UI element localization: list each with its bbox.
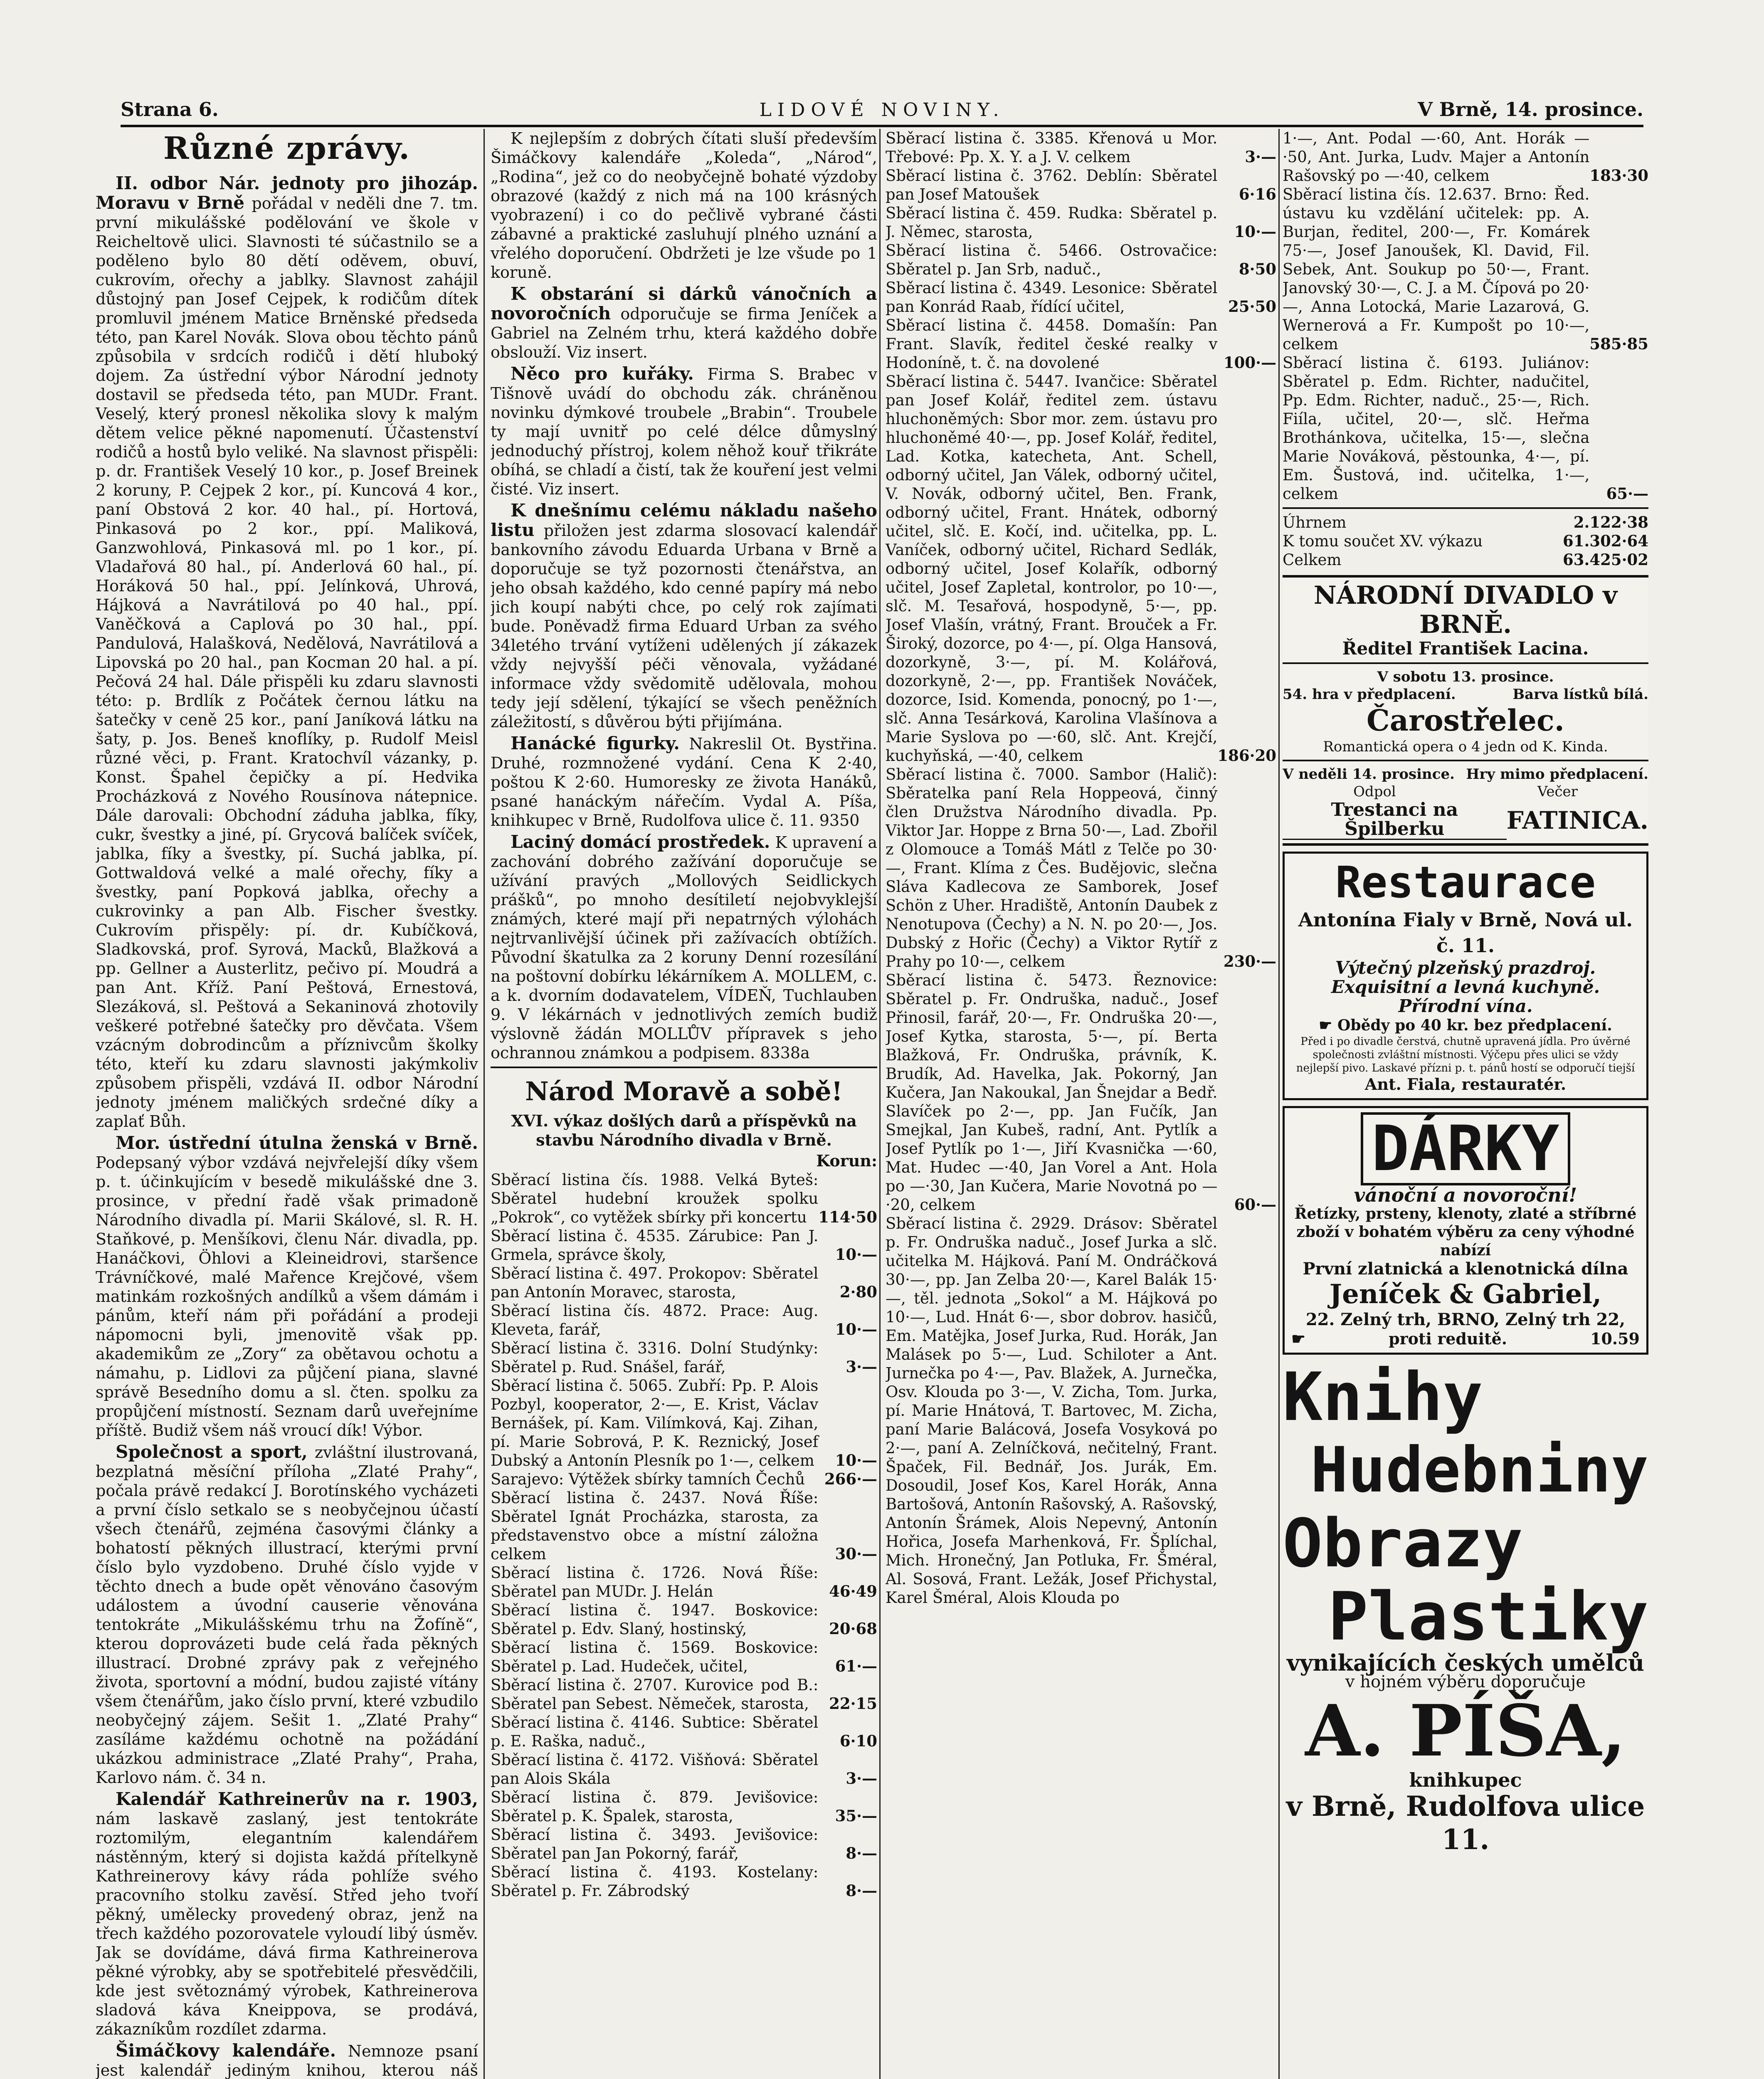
sunday-times [1283, 783, 1648, 800]
news-paragraph [96, 174, 478, 1131]
column-4 [1283, 129, 1648, 2079]
gifts-title: DÁRKY [1361, 1112, 1570, 1185]
total-row [1283, 513, 1648, 532]
bookseller-role: knihkupec [1409, 1769, 1522, 1791]
news-paragraph [96, 1133, 478, 1440]
column-rule [879, 129, 881, 2079]
ledger-entry: Celkem [1283, 551, 1342, 569]
ledger-amount: 8·50 [1239, 260, 1276, 278]
opera-title: Čarostřelec. [1367, 703, 1564, 738]
ledger-amount: 6·10 [839, 1732, 877, 1750]
ledger-amount: 2·80 [839, 1283, 877, 1301]
sunday-date: V neděli 14. prosince. [1283, 766, 1455, 783]
ledger-amount: 8·— [846, 1844, 877, 1862]
ledger-amount: 61.302·64 [1563, 532, 1648, 550]
sculptures-word: Plastiky [1328, 1578, 1648, 1655]
gifts-shop-name: Jeníček & Gabriel, [1329, 1279, 1602, 1310]
ledger-row [886, 316, 1276, 372]
gifts-list: Řetízky, prsteny, klenoty, zlaté a stříbrné zboží v bohatém výběru za ceny výhodné nabízí [1294, 1205, 1637, 1259]
ledger-entry: Sběrací listina č. 5447. Ivančice: Sběratel pan Josef Kolář, ředitel zem. ústavu hluchoněmých: Sbor mor. zem. ústavu pro hluchoněmé 40·—, pp. Josef Kolář, ředitel, Lad. Kotka, katecheta, Ant. Schell, odborný učitel, Jan Válek, odborný učitel, V. Novák, odborný učitel, Ben. Frank, odborný učitel, Frant. Hnátek, odborný učitel, slč. E. Kočí, ind. učitelka, pp. L. Vaníček, odborný učitel, Richard Sedlák, odborný učitel, Josef Kolařík, odborný učitel, Josef Zapletal, kontrolor, po 10·—, slč. M. Tesařová, hospodyně, 5·—, pp. Josef Vlašín, vrátný, Frant. Brouček a Fr. Široký, dozorce, po 4·—, pí. Olga Hansová, dozorkyně, 3·—, pí. M. Kolářová, dozorkyně, 2·—, pp. František Nováček, dozorce, Isid. Komenda, ponocný, po 1·—, slč. Anna Tesárková, Karolina Vlašínova a Marie Syslova po —·60, slč. Ant. Krejčí, kuchyňská, —·40, celkem [886, 373, 1218, 765]
ledger-amount: 100·— [1223, 353, 1276, 372]
ledger-row [491, 1676, 877, 1713]
news-lead: Mor. ústřední útulna ženská v Brně. [116, 1133, 478, 1153]
ledger-row [1283, 353, 1648, 503]
ledger-amount: 114·50 [818, 1208, 877, 1226]
ledger-row [1283, 129, 1648, 185]
ledger-row [491, 1638, 877, 1676]
ledger-row [886, 971, 1276, 1214]
ledger-row [491, 1825, 877, 1863]
pictures-word: Obrazy [1283, 1504, 1523, 1582]
ad-code: 10.59 [1590, 1329, 1640, 1348]
ledger-row [491, 1788, 877, 1825]
news-paragraph [491, 734, 877, 830]
books-word: Knihy [1283, 1358, 1483, 1436]
news-text: Firma S. Brabec v Tišnově uvádí do obchodu zák. chráněnou novinku dýmkové troubele „Brabin“. Troubele ty mají uvnitř po celé délce důmyslný jednoduchý přístroj, kolem něhož kouř třikráte obíhá, se chladí a čistí, tak že kouření jest velmi čisté. Viz insert. [491, 365, 877, 498]
ledger-entry: Sběrací listina č. 879. Jevišovice: Sběratel p. K. Špalek, starosta, [491, 1788, 819, 1825]
ledger-amount: 8·— [846, 1881, 877, 1900]
gifts-shop-type: První zlatnická a klenotnická dílna [1303, 1259, 1628, 1279]
ledger-amount: 10·— [835, 1451, 877, 1469]
ledger-row [491, 1470, 877, 1489]
restaurant-lunch [1291, 1016, 1640, 1035]
restaurant-ad [1283, 852, 1648, 1100]
ledger-entry: Sběrací listina č. 4535. Zárubice: Pan J. Grmela, správce školy, [491, 1227, 819, 1264]
ledger-row [886, 372, 1276, 765]
ledger-entry: Sběrací listina č. 4458. Domašín: Pan Frant. Slavík, ředitel české realky v Hodoníně, t. č. na dovolené [886, 316, 1218, 372]
news-text: Nakreslil Ot. Bystřina. Druhé, rozmnožené vydání. Cena K 2·40, poštou K 2·60. Humoresky ze života Hanáků, psané hanáckým nářečím. Vydal A. Píša, knihkupec v Brně, Rudolfova ulice č. 11. 9350 [491, 735, 877, 830]
issue-date: V Brně, 14. prosince. [1418, 98, 1643, 121]
news-lead: Laciný domácí prostředek. [511, 832, 770, 852]
news-text: K upravení a zachování dobrého zažívání doporučuje se užívání pravých „Mollových Seidlickych prášků“, po mnoho desítiletí nejobvyklejší známých, které mají při nepatrných výlohách nejtrvanlivější účinek při zažívacích obtížích. Původní škatulka za 2 koruny Denní rozesílání na poštovní dobírku lékárníkem A. MOLLEM, c. a k. dvorním dodavatelem, VÍDEŇ, Tuchlauben 9. V lékárnách v jednotlivých zemích budiž výslovně žádán MOLLŮV přípravek s jeho ochrannou známkou a podpisem. 8338a [491, 833, 877, 1062]
ledger-row [491, 1713, 877, 1751]
ledger-amount: 266·— [824, 1470, 877, 1488]
news-text: pořádal v neděli dne 7. tm. první mikulášské podělování ve škole v Reicheltově ulici. Slavnosti té súčastnilo se a podělenо bylo 80 dětí oděvem, obuví, cukrovím, ořechy a jablky. Slavnost zahájil důstojný pan Josef Cejpek, k rodičům dítek promluvil jménem Matice Brněnské předseda této, pan Karel Novák. Slova obou těchto pánů způsobila v srdcích rodičů i dětí hluboký dojem. Za ústřední výbor Národní jednoty dostavil se předseda této, pan MUDr. Frant. Veselý, který pronesl několika slovy k malým dětem velice pěkné napomenutí. Účastenství rodičů a hostů bylo veliké. Na slavnost přispěli: p. dr. František Veselý 10 kor., p. Josef Breinek 2 koruny, P. Cejpek 2 kor., pí. Kuncová 4 kor., paní Obstová 2 kor. 40 hal., pí. Hortová, Pinkasová po 2 kor., ppí. Maliková, Ganzwohlová, Pinkasová ml. po 1 kor., pí. Vladařová 80 hal., pí. Anderlová 60 hal., pí. Horáková 50 hal., ppí. Jelínková, Uhrová, Hájková a Navrátilová po 40 hal., ppí. Vaněčková a Caplová po 30 hal., ppí. Pandulová, Halašková, Nedělová, Navrátilová a Lipovská po 20 hal., pan Kocman 20 hal. a pí. Pečová 24 hal. Dále přispěli ku zdaru slavnosti této: p. Brdlík z Počátek černou látku na šatečky v ceně 25 kor., paní Janíková látku na šaty, p. Jos. Beneš knoflíky, p. Rudolf Meisl různé věci, p. Frant. Kratochvíl vázanky, p. Konst. Špahel čepičky a pí. Hedvika Procházková z Nového Rousínova nátepnice. Dále darovali: Obchodní záduha jablka, fíky, cukr, švestky a jiné, pí. Grycová balíček svíček, jablka, fíky a švestky, pí. Suchá jablka, pí. Gottwaldová velké a malé ořechy, fíky a švestky, paní Popková jablka, ořechy a cukrovinky a pan Alb. Fischer švestky. Cukrovím přispěly: pí. dr. Kubíčková, Sladkovská, prof. Syrová, Macků, Blažková a pp. Gellner a Austerlitz, pečivo pí. Moudrá a pan Ant. Kříž. Paní Peštová, Ernestová, Slezáková, sl. Peštová a Sekaninová zhotovily veškeré potřebné šatečky pro děvčata. Všem vzácným dobrodincům a příznivcům školky této, kteří ku zdaru slavnosti jakýmkoliv způsobem přispěli, vzdává II. odbor Národní jednoty jménem maličkých srdečné díky a zaplať Bůh. [96, 194, 478, 1131]
ledger-row [491, 1227, 877, 1264]
ledger-entry: Sběrací listina č. 4349. Lesonice: Sběratel pan Konrád Raab, řídící učitel, [886, 279, 1218, 316]
ledger-row [886, 166, 1276, 204]
news-text: Podepsaný výbor vzdává nejvřelejší díky všem p. t. účinkujícím v besedě mikulášské dne 3. prosince, v přední řadě však primadoně Národního divadla pí. Marii Skálové, sl. R. H. Staňkové, p. Menšíkovi, členu Nár. divadla, pp. Hanáčkovi, Öhlovi a Kleineidrovi, staršence Trávníčkové, malé Mařence Krejčové, všem matinkám rozkošných andílků a všem dámám i pánům, kteří nám při pořádání a prodeji nápomocni byli, jmenovitě však pp. akademikům ze „Zory“ za obětavou ochotu a námahu, p. Lidlovi za půjčení piana, slavné správě Besedního domu a sl. čten. spolku za propůjčení místností. Seznam darů uveřejníme příště. Budiž všem náš vroucí dík! Výbor. [96, 1153, 478, 1439]
theatre-title: NÁRODNÍ DIVADLO v BRNĚ. [1313, 581, 1618, 639]
ledger-totals [1283, 513, 1648, 569]
donation-ledger [886, 129, 1276, 1607]
theatre-ad [1283, 575, 1648, 846]
news-items [96, 174, 478, 2079]
evening-play: FATINICA. [1506, 806, 1648, 835]
news-paragraph [491, 284, 877, 362]
gifts-location-text: proti reduitě. [1389, 1329, 1507, 1348]
ledger-amount: 22·15 [829, 1694, 877, 1713]
news-text: přiložen jest zdarma slosovací kalendář bankovního závodu Eduarda Urbana v Brně a doporučuje se tyž pozornosti čtenářstva, an jeho obsah každého, kdo cenné papíry má nebo jich koupí nabýti chce, po celý rok zajímati bude. Poněvadž firma Eduard Urban za svého 34letého trvání vytíženi udělených jí zákazek vždy nejvyšší péči věnovala, vyžádané informace vždy svědomitě udělovala, mohou tedy její sdělení, týkající se všech peněžních záležitostí, s důvěrou býti přijímána. [491, 521, 877, 731]
ledger-row [886, 129, 1276, 166]
news-paragraph [96, 1790, 478, 2039]
books-artists: vynikajících českých umělců [1286, 1649, 1645, 1676]
ledger-amount: 63.425·02 [1563, 551, 1648, 569]
news-text: odporučuje se firma Jeníček a Gabriel na Zelném trhu, která každého dobře obslouží. Viz insert. [491, 305, 877, 361]
ledger-row [491, 1863, 877, 1900]
column-2 [491, 129, 877, 2079]
news-items [491, 284, 877, 1062]
news-text: Nemnoze psaní jest kalendář jediným knihou, kterou náš [96, 2042, 478, 2079]
news-text: zvláštní ilustrovaná, bezplatná měsíční příloha „Zlaté Prahy“, počala právě redakcí J. Borotínského vycházeti a první číslo setkalo se s neobyčejnou účastí všech čtenářů, zejména časovými články a bohatostí pěkných illustrací, kterými první číslo bylo vyzdobeno. Druhé číslo vyjde v těchto dnech a bude opět věnováno časovým událostem a úvodní causerie věnována tentokráte „Mikulášskému trhu na Žofíně“, kterou doprovázeti bude celá řada pěkných illustrací. Drobné zprávy pak z veřejného života, sportovní a módní, budou zajisté vítány všem čtenářům, jako číslo první, které vzbudilo neobyčejný zájem. Sešit 1. „Zlaté Prahy“ zasíláme každému ochotně na požádání ukázkou administrace „Zlaté Prahy“, Praha, Karlovo nám. č. 34 n. [96, 1443, 478, 1787]
ledger-row [491, 1301, 877, 1339]
ledger-amount: 10·— [835, 1245, 877, 1264]
total-row [1283, 551, 1648, 569]
ledger-entry: Sběrací listina čís. 12.637. Brno: Řed. ústavu ku vzdělání učitelek: pp. A. Burjan, ředitel, 200·—, Fr. Komárek 75·—, Josef Janoušek, Kl. David, Fil. Sebek, Ant. Soukup po 50·—, Frant. Janovský 30·—, C. J. a M. Čípová po 20·—, Anna Lotocká, Marie Lazarová, G. Wernerová a Fr. Kumpošt po 10·—, celkem [1283, 185, 1590, 353]
ledger-entry: Sarajevo: Výtěžek sbírky tamních Čechů [491, 1470, 805, 1488]
donation-ledger [1283, 129, 1648, 503]
ledger-row [886, 279, 1276, 316]
ledger-entry: 1·—, Ant. Podal —·60, Ant. Horák —·50, Ant. Jurka, Ludv. Majer a Antonín Rašovský po —·40, celkem [1283, 129, 1590, 185]
page-number: Strana 6. [121, 98, 219, 121]
ledger-amount: 2.122·38 [1573, 513, 1648, 531]
news-text: nám laskavě zaslaný, jest tentokráte roztomilým, elegantním kalendářem nástěnným, který si dojista každá přítelkyně Kathreinerovy kávy ráda pohlíže svého pracovního stolku zavěsí. Střed jeho tvoří pěkný, umělecky provedený obraz, jenž na třech každého pozorovatele vyloudí libý úsměv. Jak se dovídáme, dává firma Kathreinerova pěkné výrobky, aby se spotřebitelé přesvědčili, kde jest světoznámý výrobek, Kathreinerova sladová káva Kneippova, se prodává, zákazníkům rozdílet zdarma. [96, 1810, 478, 2038]
ledger-entry: Sběrací listina č. 5473. Řeznovice: Sběratel p. Fr. Ondruška, naduč., Josef Přinosil, farář, 20·—, Fr. Ondruška 20·—, Josef Kytka, starosta, 5·—, pí. Berta Blažková, Fr. Ondruška, právník, K. Brudík, Ad. Havelka, Jak. Pokorný, Jan Kučera, Jan Nakoukal, Jan Šnejdar a Bedř. Slavíček po 2·—, pp. Jan Fučík, Jan Smejkal, Jan Kubeš, radní, Ant. Pytlík a Josef Pytlík po 1·—, Jiří Kvasnička —·60, Mat. Hudec —·40, Jan Vorel a Ant. Hola po —·30, Jan Kučera, Marie Novotná po —·20, celkem [886, 971, 1218, 1214]
ledger-currency: Korun: [816, 1151, 877, 1170]
ledger-amount: 3·— [846, 1358, 877, 1376]
ledger-amount: 61·— [835, 1657, 877, 1675]
show-info [1283, 686, 1648, 703]
page-header [121, 87, 1643, 127]
ledger-row [1283, 185, 1648, 353]
ledger-entry: Sběrací listina č. 497. Prokopov: Sběratel pan Antonín Moravec, starosta, [491, 1264, 819, 1301]
ledger-row [886, 204, 1276, 241]
donation-ledger [491, 1170, 877, 1900]
news-paragraph [96, 1442, 478, 1787]
restaurant-small: Před i po divadle čerstvá, chutně upravená jídla. Pro úvěrné společnosti zvláštní místnosti. Výčepu přes ulici se vždy nejlepší pivo. Laskavé přízni p. t. pánů hostí se odporučí tiejší [1296, 1035, 1635, 1074]
news-lead: Hanácké figurky. [511, 733, 680, 753]
ledger-entry: Sběrací listina č. 7000. Sambor (Halič): Sběratelka paní Rela Hoppeová, činný člen Družstva Národního divadla. Pp. Viktor Jar. Hoppe z Brna 50·—, Lad. Zbořil z Olomouce a Tomáš Mátl z Telče po 30·—, Frant. Klíma z Čes. Budějovic, slečna Sláva Kadlecova ze Samborek, Josef Schön z Uher. Hradiště, Antonín Daubek z Nenotupova (Čechy) a N. N. po 20·—, Jos. Dubský z Hořic (Čechy) a Viktor Rytíř z Prahy po 10·—, celkem [886, 765, 1218, 970]
ledger-entry: K tomu součet XV. výkazu [1283, 532, 1483, 550]
evening-label: Večer [1537, 783, 1578, 800]
ledger-row [491, 1376, 877, 1470]
gifts-location [1291, 1329, 1640, 1348]
ledger-entry: Sběrací listina čís. 1988. Velká Byteš: Sběratel hudební kroužek spolku „Pokrok“, co vytěžek sbírky při koncertu [491, 1171, 819, 1226]
ledger-row [491, 1264, 877, 1301]
ledger-entry: Sběrací listina č. 459. Rudka: Sběratel p. J. Němec, starosta, [886, 204, 1218, 241]
ledger-amount: 6·16 [1239, 185, 1276, 203]
column-rule [1278, 129, 1280, 2079]
ledger-row [886, 1214, 1276, 1607]
news-lead: II. odbor Nár. jednoty pro jihozáp. Moravu v Brně [96, 173, 478, 213]
ledger-entry: Sběrací listina č. 2707. Kurovice pod B.: Sběratel pan Sebest. Němeček, starosta, [491, 1676, 819, 1713]
bookseller-address: v Brně, Rudolfova ulice 11. [1286, 1790, 1645, 1856]
lunch-text: Obědy po 40 kr. bez předplacení. [1337, 1017, 1612, 1034]
restaurant-owner: Antonína Fialy v Brně, Nová ul. č. 11. [1298, 909, 1633, 957]
ledger-amount: 30·— [835, 1545, 877, 1563]
ledger-entry: Sběrací listina č. 2437. Nová Říše: Sběratel Ignát Procházka, starosta, za představenstvo obce a místní záložna celkem [491, 1489, 819, 1563]
news-paragraph [491, 364, 877, 499]
opera-description: Romantická opera o 4 jedn od K. Kinda. [1323, 738, 1608, 755]
ledger-entry: Sběrací listina č. 4193. Kostelany: Sběratel p. Fr. Zábrodský [491, 1863, 819, 1900]
ledger-amount: 3·— [1245, 148, 1276, 166]
ledger-amount: 25·50 [1228, 297, 1276, 316]
ledger-entry: Sběrací listina č. 3316. Dolní Studýnky: Sběratel p. Rud. Snášel, farář, [491, 1339, 819, 1376]
ledger-amount: 10·— [835, 1320, 877, 1338]
theatre-director: Ředitel František Lacina. [1342, 638, 1589, 659]
total-row [1283, 532, 1648, 551]
ledger-entry: Sběrací listina č. 3493. Jevišovice: Sběratel pan Jan Pokorný, farář, [491, 1826, 819, 1862]
column-rule [484, 129, 485, 2079]
ledger-entry: Sběrací listina č. 1726. Nová Říše: Sběratel pan MUDr. J. Helán [491, 1564, 819, 1600]
masthead: LIDOVÉ NOVINY. [759, 99, 1005, 121]
ledger-row [491, 1489, 877, 1563]
column-1 [96, 129, 478, 2079]
ledger-row [886, 241, 1276, 279]
ledger-entry: Úhrnem [1283, 514, 1347, 531]
section-title: Různé zprávy. [163, 131, 410, 166]
ledger-subtitle: XVI. výkaz došlých darů a příspěvků na stavbu Národního divadla v Brně. [511, 1111, 857, 1149]
divider [491, 1067, 877, 1068]
ledger-entry: Sběrací listina č. 4172. Višňová: Sběratel pan Alois Skála [491, 1751, 819, 1788]
news-paragraph [491, 832, 877, 1062]
news-paragraph [96, 2041, 478, 2079]
news-lead: K dnešnímu celému nákladu našeho listu [491, 500, 877, 540]
ledger-row [886, 765, 1276, 971]
ledger-amount: 183·30 [1589, 166, 1648, 185]
ledger-title: Národ Moravě a sobě! [525, 1076, 843, 1106]
news-lead: K obstarání si dárků vánočních a novoročních [491, 284, 877, 323]
ledger-entry: Sběrací listina č. 1947. Boskovice: Sběratel p. Edv. Slaný, hostinský, [491, 1601, 819, 1638]
ledger-entry: Sběrací listina č. 4146. Subtice: Sběratel p. E. Raška, naduč., [491, 1714, 819, 1750]
divider [1283, 662, 1648, 664]
ledger-entry: Sběrací listina č. 5065. Zubří: Pp. P. Alois Pozbyl, kooperator, 2·—, E. Krist, Václav Bernášek, pí. Kam. Vilímková, Kaj. Zihan, pí. Marie Sobrová, P. K. Reznický, Josef Dubský a Antonín Plesník po 1·—, celkem [491, 1377, 819, 1469]
ledger-entry: Sběrací listina č. 5466. Ostrovačice: Sběratel p. Jan Srb, naduč., [886, 242, 1218, 278]
sunday-plays [1283, 800, 1648, 840]
gifts-ad [1283, 1106, 1648, 1355]
ledger-amount: 3·— [846, 1769, 877, 1788]
news-lead: Kalendář Kathreinerův na r. 1903, [116, 1789, 478, 1809]
divider [1283, 760, 1648, 761]
ticket-color: Barva lístků bílá. [1512, 686, 1648, 703]
news-lead: Šimáčkovy kalendáře. [116, 2040, 336, 2061]
ledger-entry: Sběrací listina č. 6193. Juliánov: Sběratel p. Edm. Richter, nadučitel, Pp. Edm. Richter, naduč., 25·—, Rich. Fiíla, učitel, 20·—, slč. Heřma Brothánkova, učitelka, 15·—, slečna Marie Nováková, pěstounka, 4·—, pí. Em. Šustová, ind. učitelka, 1·—, celkem [1283, 354, 1590, 503]
gifts-address: 22. Zelný trh, BRNO, Zelný trh 22, [1305, 1310, 1626, 1329]
ledger-entry: Sběrací listina č. 2929. Drásov: Sběratel p. Fr. Ondruška naduč., Josef Jurka a slč. učitelka M. Hájková. Paní M. Ondráčková 30·—, pp. Jan Zelba 20·—, Karel Balák 15·—, těl. jednota „Sokol“ a M. Hájková po 10·—, Lud. Hnát 6·—, sbor dobrov. hasičů, Em. Matějka, Josef Jurka, Rud. Horák, Jan Malásek po 5·—, Lud. Schiloter a Ant. Jurnečka po 4·—, Pav. Blažek, A. Jurnečka, Osv. Klouda po 3·—, V. Zicha, Tom. Jurka, pí. Marie Hnátová, T. Bartovec, M. Zicha, paní Marie Balácová, Josefa Vosyková po 2·—, paní A. Zelníčková, nečitelný, Frant. Špaček, Fil. Bednář, Jos. Jurák, Em. Dosoudil, Josef Kos, Karel Horák, Anna Bartošová, Antonín Rašovský, A. Rašovský, Antonín Šrámek, Alois Nepevný, Antonín Hořica, Josefa Marhenková, Fr. Šplíchal, Mich. Hronečný, Jan Potluka, Fr. Šméral, Al. Sosová, Frant. Ležák, Josef Přichystal, Karel Šméral, Alois Klouda po [886, 1215, 1218, 1607]
sunday-note: Hry mimo předplacení. [1466, 766, 1648, 783]
news-lead: Společnost a sport, [116, 1442, 308, 1462]
ledger-amount: 10·— [1234, 222, 1276, 241]
ledger-amount: 60·— [1234, 1195, 1276, 1214]
ledger-amount [1217, 1214, 1276, 1607]
restaurant-title: Restaurace [1335, 857, 1596, 908]
column-3 [886, 129, 1276, 2079]
music-word: Hudebniny [1310, 1434, 1648, 1506]
ledger-amount: 46·49 [829, 1582, 877, 1600]
books-offer: v hojném výběru doporučuje [1345, 1672, 1586, 1691]
news-paragraph: K nejlepším z dobrých čítati sluší především Šimáčkovy kalendáře „Koleda“, „Národ“, „Rodina“, jež co do neobyčejně bohaté výzdoby obrazové (každý z nich má na 100 krásných vyobrazení) i co do pečlivě vybrané části zábavné a praktické zasluhují plného uznání a vřelého doporučení. Obdržeti je lze všude po 1 koruně. [491, 129, 877, 281]
ledger-amount: 186·20 [1217, 746, 1276, 765]
ledger-amount: 585·85 [1589, 335, 1648, 353]
ledger-entry: Sběrací listina č. 1569. Boskovice: Sběratel p. Lad. Hudeček, učitel, [491, 1639, 819, 1675]
news-lead: Něco pro kuřáky. [511, 363, 694, 384]
sunday-info [1283, 765, 1648, 783]
ledger-amount: 35·— [835, 1807, 877, 1825]
ledger-row [491, 1170, 877, 1227]
hand-pointer-icon: ☛ [1291, 1329, 1306, 1348]
ledger-entry: Sběrací listina č. 3385. Křenová u Mor. Třebové: Pp. X. Y. a J. V. celkem [886, 129, 1218, 166]
ledger-row [491, 1751, 877, 1788]
restaurant-kitchen: Exquisitní a levná kuchyně. [1331, 977, 1600, 997]
ledger-amount: 65·— [1606, 484, 1648, 503]
afternoon-label: Odpol [1353, 783, 1396, 800]
subscription-number: 54. hra v předplacení. [1283, 686, 1456, 703]
bookseller-name: A. PÍŠA, [1305, 1689, 1626, 1773]
restaurant-sign: Ant. Fiala, restauratér. [1364, 1075, 1567, 1094]
ledger-row [491, 1563, 877, 1601]
ledger-entry: Sběrací listina čís. 4872. Prace: Aug. Kleveta, farář, [491, 1302, 819, 1338]
restaurant-wine: Přírodní vína. [1398, 996, 1533, 1016]
afternoon-play: Trestanci na Špilberku [1283, 800, 1507, 840]
ledger-amount: 230·— [1223, 952, 1276, 970]
show-date: V sobotu 13. prosince. [1377, 669, 1554, 685]
gifts-subtitle: vánoční a novoroční! [1354, 1184, 1577, 1206]
restaurant-beer: Výtečný plzeňský prazdroj. [1335, 958, 1596, 978]
ledger-row [491, 1601, 877, 1638]
hand-pointer-icon: ☛ [1319, 1017, 1338, 1034]
ledger-row [491, 1339, 877, 1376]
ledger-entry: Sběrací listina č. 3762. Deblín: Sběratel pan Josef Matoušek [886, 167, 1218, 203]
news-paragraph [491, 501, 877, 731]
bookshop-ad [1283, 1360, 1648, 1856]
ledger-amount: 20·68 [829, 1620, 877, 1638]
divider [1283, 507, 1648, 509]
